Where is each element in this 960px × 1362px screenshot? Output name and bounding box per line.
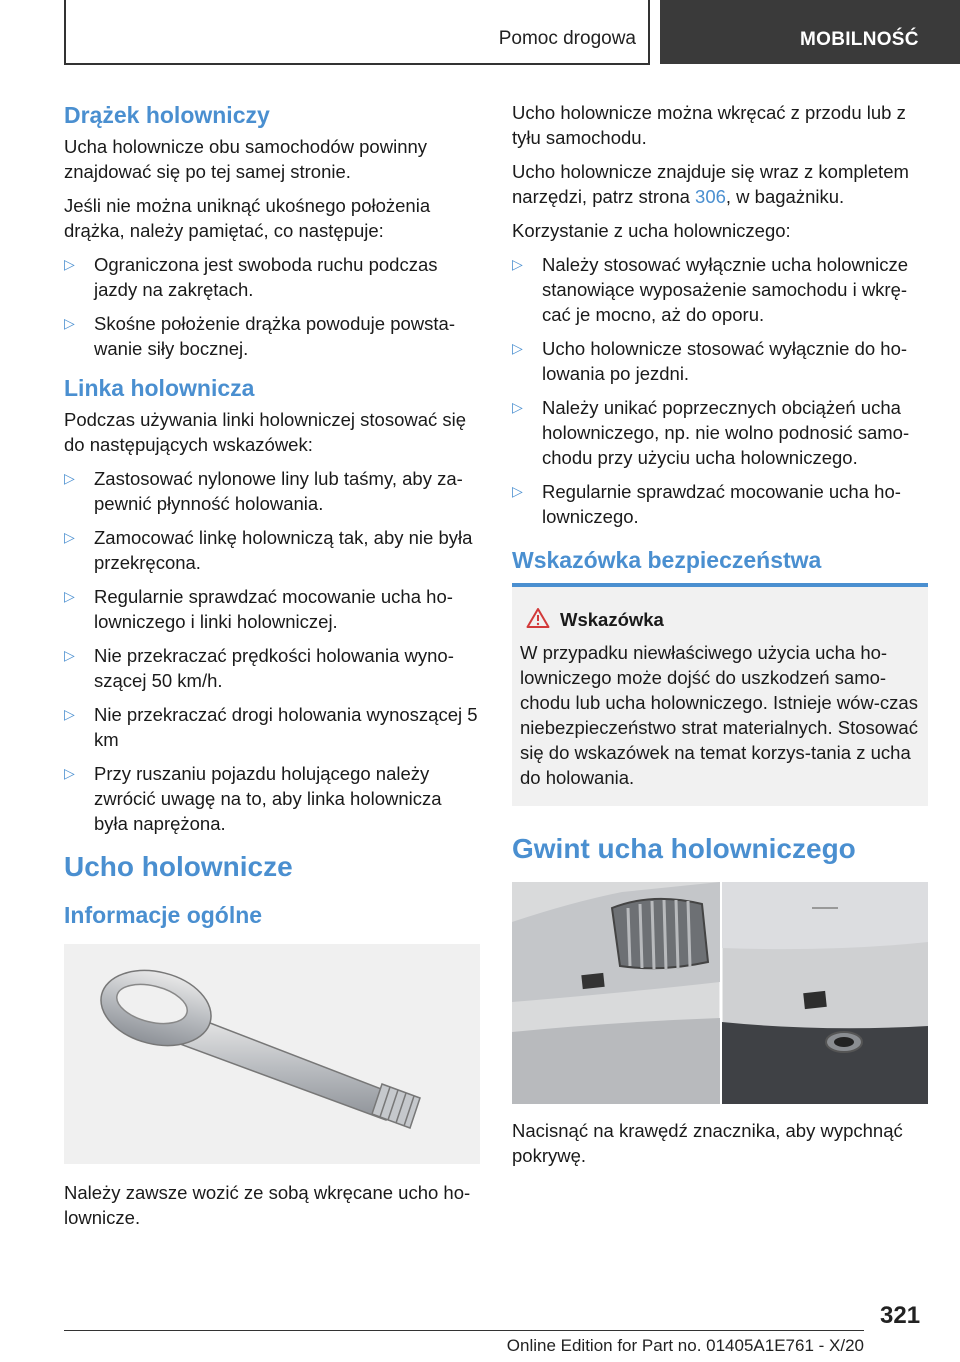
triangle-bullet-icon: ▷ <box>512 399 523 415</box>
triangle-bullet-icon: ▷ <box>64 529 75 545</box>
list-item: ▷ Nie przekraczać prędkości holowania wyno‐szącej 50 km/h. <box>64 645 454 691</box>
warning-text: W przypadku niewłaściwego użycia ucha ho‐lowniczego może dojść do uszkodzeń samo‐chodu lub ucha holowniczego. Istnieje wów‐czas niebezpieczeństwo strat materialnych. Stosować się do wskazówek na temat korzys‐tania z ucha do holowania. <box>520 642 918 788</box>
paragraph-with-link: Ucho holownicze znajduje się wraz z kompletem narzędzi, patrz strona 306, w bagażniku. <box>512 161 909 207</box>
paragraph: Nacisnąć na krawędź znacznika, aby wypchnąć pokrywę. <box>512 1120 903 1166</box>
tow-eye-figure <box>64 944 480 1164</box>
triangle-bullet-icon: ▷ <box>512 483 523 499</box>
paragraph: Korzystanie z ucha holowniczego: <box>512 220 791 241</box>
heading-safety: Wskazówka bezpieczeństwa <box>512 547 822 573</box>
heading-drazek: Drążek holowniczy <box>64 102 270 128</box>
warning-title: Wskazówka <box>520 607 918 632</box>
heading-info: Informacje ogólne <box>64 902 263 928</box>
triangle-bullet-icon: ▷ <box>64 256 75 272</box>
triangle-bullet-icon: ▷ <box>64 647 75 663</box>
header-bottom-rule <box>64 63 650 65</box>
list-item: ▷ Przy ruszaniu pojazdu holującego należy zwrócić uwagę na to, aby linka holownicza była naprężona. <box>64 763 442 834</box>
heading-gwint: Gwint ucha holowniczego <box>512 833 856 864</box>
heading-ucho: Ucho holownicze <box>64 851 293 882</box>
paragraph: Podczas używania linki holowniczej stosować się do następujących wskazówek: <box>64 409 467 455</box>
tow-eye-illustration <box>64 944 480 1164</box>
triangle-bullet-icon: ▷ <box>64 470 75 486</box>
paragraph: Należy zawsze wozić ze sobą wkręcane ucho ho‐lownicze. <box>64 1182 471 1228</box>
list-item: ▷ Należy stosować wyłącznie ucha holownicze stanowiące wyposażenie samochodu i wkrę‐cać je mocno, aż do oporu. <box>512 254 909 325</box>
list-item: ▷ Zamocować linkę holowniczą tak, aby nie była przekręcona. <box>64 527 473 573</box>
triangle-bullet-icon: ▷ <box>64 588 75 604</box>
list-item: ▷ Należy unikać poprzecznych obciążeń ucha holowniczego, np. nie wolno podnosić samo‐chodu przy użyciu ucha holowniczego. <box>512 397 910 468</box>
triangle-bullet-icon: ▷ <box>64 765 75 781</box>
car-bumper-figure <box>512 882 928 1104</box>
header-separator <box>648 0 650 64</box>
heading-linka: Linka holownicza <box>64 375 255 401</box>
list-drazek <box>64 252 480 361</box>
page-number: 321 <box>880 1302 921 1329</box>
header-chapter-tab: MOBILNOŚĆ <box>660 0 960 64</box>
paragraph: Ucha holownicze obu samochodów powinny znajdować się po tej samej stronie. <box>64 136 428 182</box>
list-use <box>512 252 928 529</box>
warning-triangle-icon <box>526 607 550 629</box>
triangle-bullet-icon: ▷ <box>64 315 75 331</box>
left-column <box>64 100 480 1239</box>
list-item: ▷ Regularnie sprawdzać mocowanie ucha ho‐lowniczego. <box>512 481 901 527</box>
warning-box <box>512 583 928 806</box>
triangle-bullet-icon: ▷ <box>512 340 523 356</box>
header-section-title: Pomoc drogowa <box>498 28 636 49</box>
paragraph: Jeśli nie można uniknąć ukośnego położenia drążka, należy pamiętać, co następuje: <box>64 195 431 241</box>
triangle-bullet-icon: ▷ <box>512 256 523 272</box>
footer-rule <box>64 1330 864 1331</box>
page-reference-link[interactable]: 306 <box>695 186 726 207</box>
right-column <box>512 100 928 1177</box>
list-linka <box>64 466 480 836</box>
list-item: ▷ Ucho holownicze stosować wyłącznie do ho‐lowania po jezdni. <box>512 338 908 384</box>
list-item: ▷ Regularnie sprawdzać mocowanie ucha ho‐lowniczego i linki holowniczej. <box>64 586 453 632</box>
triangle-bullet-icon: ▷ <box>64 706 75 722</box>
list-item: ▷ Ograniczona jest swoboda ruchu podczas jazdy na zakrętach. <box>64 254 438 300</box>
list-item: ▷ Nie przekraczać drogi holowania wynoszącej 5 km <box>64 704 478 750</box>
footer-edition: Online Edition for Part no. 01405A1E761 - X/20 <box>506 1336 864 1355</box>
list-item: ▷ Zastosować nylonowe liny lub taśmy, aby za‐pewnić płynność holowania. <box>64 468 463 514</box>
paragraph: Ucho holownicze można wkręcać z przodu lub z tyłu samochodu. <box>512 102 906 148</box>
list-item: ▷ Skośne położenie drążka powoduje powsta‐wanie siły bocznej. <box>64 313 455 359</box>
car-bumper-illustration <box>512 882 928 1104</box>
header-left-rule <box>64 0 66 64</box>
